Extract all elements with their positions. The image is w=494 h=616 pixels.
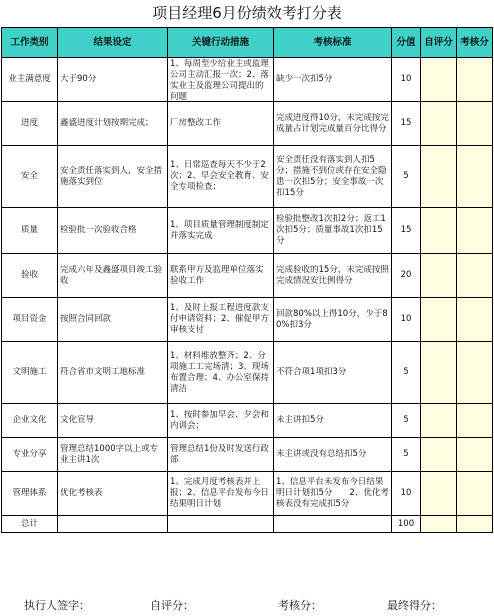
cell-score bbox=[392, 146, 421, 208]
cell-criteria bbox=[274, 146, 392, 208]
cell-goal bbox=[58, 404, 168, 438]
table-row bbox=[2, 146, 493, 208]
cell-category bbox=[2, 472, 58, 516]
cell-score-text: 5 bbox=[403, 449, 409, 459]
cell-criteria-text: 不符合项1项扣3分 bbox=[276, 367, 347, 377]
total-review-score[interactable] bbox=[457, 516, 493, 533]
cell-criteria bbox=[274, 102, 392, 146]
cell-actions bbox=[168, 438, 274, 472]
cell-score-text: 20 bbox=[400, 270, 412, 280]
cell-criteria bbox=[274, 58, 392, 102]
cell-criteria-text: 未主讲或没有总结扣5分 bbox=[276, 449, 367, 459]
cell-score bbox=[392, 472, 421, 516]
cell-self-score[interactable] bbox=[421, 208, 457, 254]
cell-category-text: 企业文化 bbox=[12, 415, 47, 425]
cell-category bbox=[2, 298, 58, 342]
cell-goal-text: 文化宣导 bbox=[60, 415, 95, 425]
cell-score bbox=[392, 208, 421, 254]
signature-footer bbox=[0, 594, 494, 614]
cell-goal-text: 鑫盛进度计划按期完成； bbox=[60, 118, 154, 128]
cell-actions-text: 1、项目质量管理制度制定并落实完成 bbox=[170, 219, 269, 241]
cell-criteria-text: 完成进度得10分，未完成按完成量占计划完成量百分比得分 bbox=[276, 112, 389, 134]
total-empty-cell bbox=[274, 516, 392, 533]
cell-criteria bbox=[274, 298, 392, 342]
review-score-label: 考核分： bbox=[278, 599, 322, 612]
cell-actions-text: 1、及时上报工程进度款支付申请资料；2、催促甲方审核支付 bbox=[170, 303, 269, 335]
cell-score bbox=[392, 254, 421, 298]
cell-goal bbox=[58, 58, 168, 102]
cell-category bbox=[2, 254, 58, 298]
table-row bbox=[2, 404, 493, 438]
cell-actions-text: 厂房整改工作 bbox=[170, 118, 222, 128]
cell-score-text: 10 bbox=[400, 74, 412, 84]
final-score-label: 最终得分： bbox=[387, 599, 442, 612]
table-row bbox=[2, 102, 493, 146]
cell-actions bbox=[168, 254, 274, 298]
cell-self-score[interactable] bbox=[421, 102, 457, 146]
cell-actions-text: 1、完成月度考核表并上报；2、信息平台发布今日结果明日计划 bbox=[170, 477, 269, 509]
cell-category bbox=[2, 58, 58, 102]
cell-actions bbox=[168, 208, 274, 254]
cell-criteria bbox=[274, 472, 392, 516]
cell-category-text: 业主满意度 bbox=[8, 74, 51, 84]
cell-category-text: 质量 bbox=[20, 225, 38, 235]
cell-review-score[interactable] bbox=[457, 146, 493, 208]
cell-review-score[interactable] bbox=[457, 254, 493, 298]
cell-goal bbox=[58, 298, 168, 342]
cell-goal-text: 按照合同回款 bbox=[60, 314, 112, 324]
cell-goal-text: 安全责任落实到人，安全措施落实到位 bbox=[60, 165, 163, 187]
cell-category-text: 文明施工 bbox=[12, 367, 47, 377]
cell-category bbox=[2, 342, 58, 404]
cell-score-text: 10 bbox=[400, 314, 412, 324]
cell-self-score[interactable] bbox=[421, 254, 457, 298]
total-label: 总计 bbox=[2, 516, 58, 533]
cell-criteria bbox=[274, 208, 392, 254]
cell-criteria-text: 回款80%以上得10分，少于80%扣3分 bbox=[276, 308, 388, 330]
cell-review-score[interactable] bbox=[457, 404, 493, 438]
total-empty-cell bbox=[168, 516, 274, 533]
table-row bbox=[2, 208, 493, 254]
cell-score-text: 5 bbox=[403, 171, 409, 181]
cell-goal bbox=[58, 146, 168, 208]
cell-criteria bbox=[274, 438, 392, 472]
cell-goal bbox=[58, 102, 168, 146]
cell-score bbox=[392, 102, 421, 146]
cell-actions-text: 1、按时参加早会、夕会和内训会； bbox=[170, 409, 269, 431]
cell-goal-text: 管理总结1000字以上或专业主讲1次 bbox=[60, 443, 159, 465]
cell-criteria-text: 未主讲扣5分 bbox=[276, 415, 324, 425]
table-row bbox=[2, 298, 493, 342]
cell-review-score[interactable] bbox=[457, 58, 493, 102]
cell-category bbox=[2, 438, 58, 472]
total-self-score[interactable] bbox=[421, 516, 457, 533]
cell-goal bbox=[58, 438, 168, 472]
table-row bbox=[2, 438, 493, 472]
self-score-label: 自评分： bbox=[150, 599, 194, 612]
cell-goal-text: 大于90分 bbox=[60, 74, 97, 84]
cell-actions bbox=[168, 146, 274, 208]
cell-score bbox=[392, 404, 421, 438]
cell-actions-text: 管理总结1份及时发送行政部 bbox=[170, 443, 269, 465]
cell-actions-text: 1、每周至少给业主或监理公司主动汇报一次；2、落实业主及监理公司提出的问题 bbox=[170, 58, 269, 101]
cell-score bbox=[392, 298, 421, 342]
header-row bbox=[2, 28, 493, 58]
cell-review-score[interactable] bbox=[457, 298, 493, 342]
cell-category bbox=[2, 208, 58, 254]
cell-criteria-text: 安全责任没有落实到人扣5分；措施不到位或存在安全隐患一次扣5分；安全事故一次扣15分 bbox=[276, 154, 387, 198]
cell-category-text: 管理体系 bbox=[12, 488, 47, 498]
cell-goal-text: 检验批一次验收合格 bbox=[60, 225, 137, 235]
table-row bbox=[2, 254, 493, 298]
cell-review-score[interactable] bbox=[457, 438, 493, 472]
header-goal: 结果设定 bbox=[58, 28, 168, 58]
total-score: 100 bbox=[392, 516, 421, 533]
page-title: 项目经理6月份绩效考打分表 bbox=[152, 4, 342, 22]
cell-criteria bbox=[274, 254, 392, 298]
cell-score bbox=[392, 342, 421, 404]
cell-actions bbox=[168, 472, 274, 516]
cell-review-score[interactable] bbox=[457, 342, 493, 404]
cell-actions bbox=[168, 298, 274, 342]
cell-score-text: 15 bbox=[400, 225, 412, 235]
cell-actions-text: 联系甲方及监理单位落实验收工作 bbox=[170, 264, 264, 286]
evaluation-table bbox=[1, 27, 493, 533]
cell-criteria bbox=[274, 404, 392, 438]
cell-self-score[interactable] bbox=[421, 58, 457, 102]
cell-goal bbox=[58, 208, 168, 254]
cell-self-score[interactable] bbox=[421, 404, 457, 438]
cell-goal bbox=[58, 472, 168, 516]
header-category: 工作类别 bbox=[2, 28, 58, 58]
cell-score-text: 5 bbox=[403, 367, 409, 377]
cell-criteria-text: 检验批整改1次扣2分；返工1次扣5分；质量事故1次扣15分 bbox=[276, 214, 386, 246]
cell-category-text: 进度 bbox=[20, 118, 38, 128]
header-self-score: 自评分 bbox=[421, 28, 457, 58]
cell-score-text: 5 bbox=[403, 415, 409, 425]
cell-category bbox=[2, 146, 58, 208]
cell-self-score[interactable] bbox=[421, 342, 457, 404]
cell-actions bbox=[168, 102, 274, 146]
cell-score-text: 15 bbox=[400, 118, 412, 128]
cell-category-text: 验收 bbox=[20, 270, 38, 280]
cell-actions-text: 1、材料堆放整齐；2、分项施工工完场清；3、现场布置合理；4、办公室保持清洁 bbox=[170, 350, 269, 394]
cell-category bbox=[2, 404, 58, 438]
cell-criteria bbox=[274, 342, 392, 404]
cell-self-score[interactable] bbox=[421, 472, 457, 516]
cell-self-score[interactable] bbox=[421, 438, 457, 472]
cell-goal-text: 优化考核表 bbox=[60, 488, 103, 498]
cell-actions-text: 1、日常巡查每天不少于2次；2、早会安全教育、安全专项检查； bbox=[170, 160, 269, 192]
cell-score-text: 10 bbox=[400, 488, 412, 498]
cell-category bbox=[2, 102, 58, 146]
cell-goal-text: 完成六年及鑫盛项目竣工验收 bbox=[60, 264, 163, 286]
total-row bbox=[2, 516, 493, 533]
cell-category-text: 安全 bbox=[20, 171, 38, 181]
cell-review-score[interactable] bbox=[457, 102, 493, 146]
header-actions: 关键行动措施 bbox=[168, 28, 274, 58]
table-row bbox=[2, 342, 493, 404]
cell-score bbox=[392, 438, 421, 472]
cell-goal bbox=[58, 254, 168, 298]
cell-category-text: 专业分享 bbox=[12, 449, 47, 459]
executor-signature-label: 执行人签字： bbox=[24, 599, 90, 612]
cell-criteria-text: 1、信息平台未发布今日结果明日计划扣5分 2、优化考核表没有完成扣5分 bbox=[276, 477, 389, 509]
cell-category-text: 项目资金 bbox=[12, 314, 47, 324]
total-empty-cell bbox=[58, 516, 168, 533]
cell-goal bbox=[58, 342, 168, 404]
cell-self-score[interactable] bbox=[421, 298, 457, 342]
header-score: 分值 bbox=[392, 28, 421, 58]
table-row bbox=[2, 58, 493, 102]
cell-score bbox=[392, 58, 421, 102]
cell-review-score[interactable] bbox=[457, 472, 493, 516]
header-review-score: 考核分 bbox=[457, 28, 493, 58]
cell-actions bbox=[168, 404, 274, 438]
table-row bbox=[2, 472, 493, 516]
cell-criteria-text: 缺少一次扣5分 bbox=[276, 74, 333, 84]
header-criteria: 考核标准 bbox=[274, 28, 392, 58]
cell-actions bbox=[168, 342, 274, 404]
cell-goal-text: 符合省市文明工地标准 bbox=[60, 367, 146, 377]
cell-self-score[interactable] bbox=[421, 146, 457, 208]
cell-review-score[interactable] bbox=[457, 208, 493, 254]
cell-criteria-text: 完成验收的15分，未完成按照完成情况安比例得分 bbox=[276, 264, 389, 286]
cell-actions bbox=[168, 58, 274, 102]
